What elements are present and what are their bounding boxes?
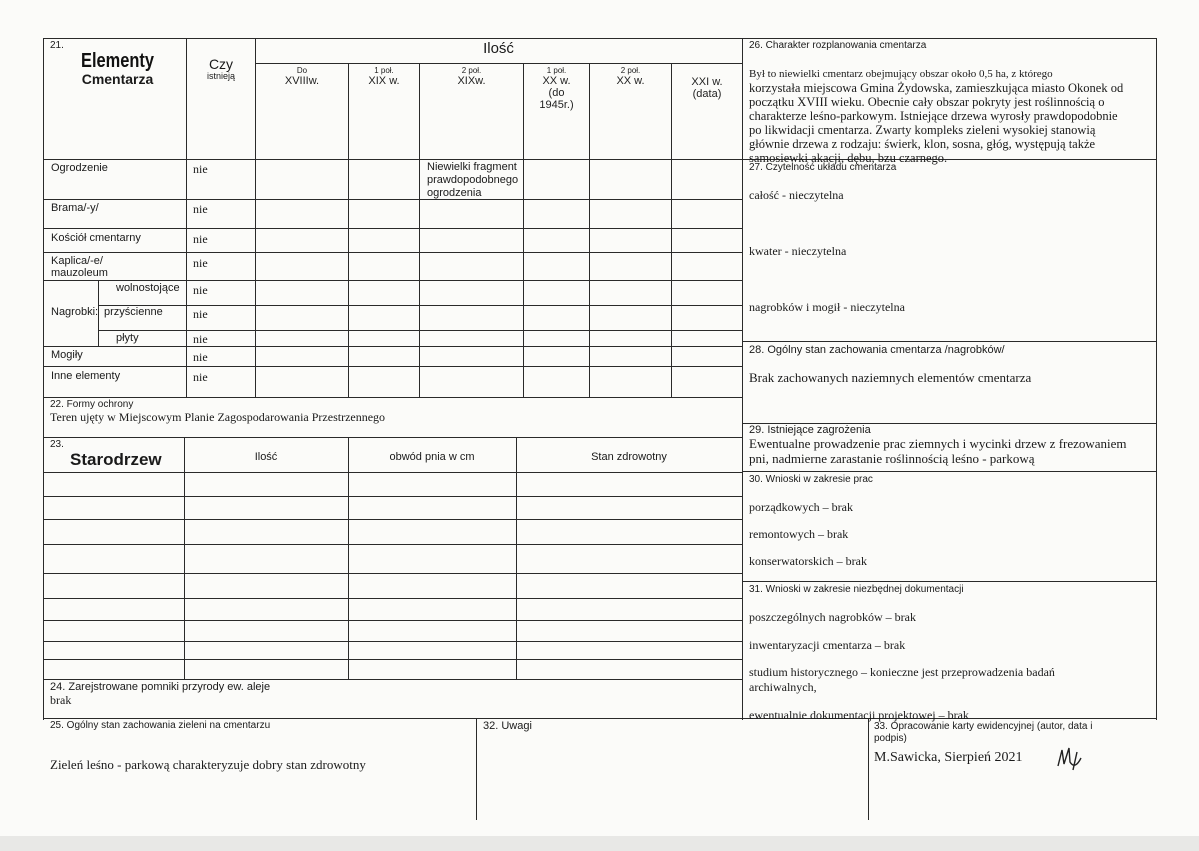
czy-sub-label: istnieją: [206, 71, 235, 81]
section29-text: Ewentualne prowadzenie prac ziemnych i wycinki drzew z frezowaniem pni, nadmierne zarastanie roślinnością leśno - parkową: [749, 436, 1127, 466]
col-header-1pol-xix: 1 poł. XIX w.: [368, 66, 400, 87]
col-header-1pol-xx: 1 poł. XX w. (do 1945r.): [539, 66, 574, 111]
starodrzew-title: Starodrzew: [70, 450, 162, 469]
row-label-ogrodzenie: Ogrodzenie: [51, 162, 108, 174]
col-header-2pol-xix: 2 poł. XIXw.: [457, 66, 486, 87]
section27-line2: kwater - nieczytelna: [749, 244, 847, 258]
section26-header: 26. Charakter rozplanowania cmentarza: [749, 40, 927, 51]
elements-title-line2: Cmentarza: [81, 71, 154, 87]
row-note-ogrodzenie: Niewielki fragment prawdopodobnego ogrodzenia: [427, 161, 519, 199]
section33-header: 33. Opracowanie karty ewidencyjnej (autor, data i podpis): [874, 721, 1093, 744]
col-header-xxi: XXI w. (data): [691, 76, 723, 100]
section33-author-date: M.Sawicka, Sierpień 2021: [874, 750, 1023, 765]
row-label-wolnostojace: wolnostojące: [116, 282, 180, 294]
section31-line4: ewentualnie dokumentacji projektowej – brak: [749, 708, 969, 722]
section27-line3: nagrobków i mogił - nieczytelna: [749, 300, 905, 314]
section23-number: 23.: [50, 439, 64, 450]
row-label-inne: Inne elementy: [51, 370, 121, 382]
section31-header: 31. Wnioski w zakresie niezbędnej dokumentacji: [749, 584, 964, 595]
col-header-do-xviii: Do XVIIIw.: [284, 66, 320, 87]
row-label-plyty: płyty: [116, 332, 139, 344]
nagrobki-label: Nagrobki:: [51, 306, 99, 318]
section22-header: 22. Formy ochrony: [50, 399, 134, 410]
section28-text: Brak zachowanych naziemnych elementów cmentarza: [749, 370, 1032, 385]
section25-text: Zieleń leśno - parkową charakteryzuje dobry stan zdrowotny: [50, 757, 366, 772]
elements-title-line1: Elementy: [81, 50, 154, 72]
section25-header: 25. Ogólny stan zachowania zieleni na cmentarzu: [50, 720, 271, 731]
row-value-kaplica: nie: [193, 256, 208, 270]
col-header-2pol-xx: 2 poł. XX w.: [616, 66, 645, 87]
row-value-przyscienne: nie: [193, 307, 208, 321]
row-label-przyscienne: przyścienne: [104, 306, 163, 318]
row-value-mogily: nie: [193, 350, 208, 364]
starodrzew-col-obwod: obwód pnia w cm: [389, 451, 475, 463]
row-label-mogily: Mogiły: [51, 349, 83, 361]
section27-header: 27. Czytelność układu cmentarza: [749, 162, 897, 173]
section28-header: 28. Ogólny stan zachowania cmentarza /nagrobków/: [749, 344, 1005, 356]
ilosc-header: Ilość: [483, 40, 514, 57]
section26-text: Był to niewielki cmentarz obejmujący obszar około 0,5 ha, z którego korzystała miejscowa Gmina Żydowska, zamieszkująca miasto Okonek od początku XVIII wieku. Obecnie cały obszar pokryty jest roślinnością o charakterze leśno-parkowym. Istniejące drzewa wyrosły prawdopodobnie po likwidacji cmentarza. Zwarty kompleks zieleni wysokiej stanowią głównie drzewa z rodzaju: świerk, klon, sosna, głóg, występują także samosiewki akacji, dębu, bzu czarnego.: [749, 68, 1124, 165]
section22-text: Teren ujęty w Miejscowym Planie Zagospodarowania Przestrzennego: [50, 410, 386, 424]
row-value-brama: nie: [193, 202, 208, 216]
section30-line2: remontowych – brak: [749, 527, 849, 541]
section21-number: 21.: [50, 40, 64, 51]
starodrzew-col-ilosc: Ilość: [254, 451, 278, 463]
section30-line3: konserwatorskich – brak: [749, 554, 867, 568]
row-value-plyty: nie: [193, 332, 208, 346]
row-value-inne: nie: [193, 370, 208, 384]
section30-line1: porządkowych – brak: [749, 500, 853, 514]
row-value-ogrodzenie: nie: [193, 162, 208, 176]
row-label-kaplica: Kaplica/-e/ mauzoleum: [51, 255, 108, 279]
signature-mark: [1055, 744, 1085, 772]
scan-bottom-edge: [0, 836, 1199, 851]
section27-line1: całość - nieczytelna: [749, 188, 844, 202]
section24-text: brak: [50, 693, 72, 707]
section31-line3: studium historycznego – konieczne jest przeprowadzenia badań archiwalnych,: [749, 665, 1055, 694]
starodrzew-col-stan: Stan zdrowotny: [591, 451, 667, 463]
row-value-wolnostojace: nie: [193, 283, 208, 297]
czy-label: Czy: [208, 56, 234, 72]
section30-header: 30. Wnioski w zakresie prac: [749, 474, 873, 485]
section24-header: 24. Zarejstrowane pomniki przyrody ew. aleje: [50, 681, 271, 693]
row-label-kosciol: Kościół cmentarny: [51, 232, 141, 244]
section31-line1: poszczególnych nagrobków – brak: [749, 610, 916, 624]
section29-header: 29. Istniejące zagrożenia: [749, 424, 871, 436]
section32-header: 32. Uwagi: [483, 720, 532, 732]
row-value-kosciol: nie: [193, 232, 208, 246]
row-label-brama: Brama/-y/: [51, 202, 99, 214]
section31-line2: inwentaryzacji cmentarza – brak: [749, 638, 906, 652]
